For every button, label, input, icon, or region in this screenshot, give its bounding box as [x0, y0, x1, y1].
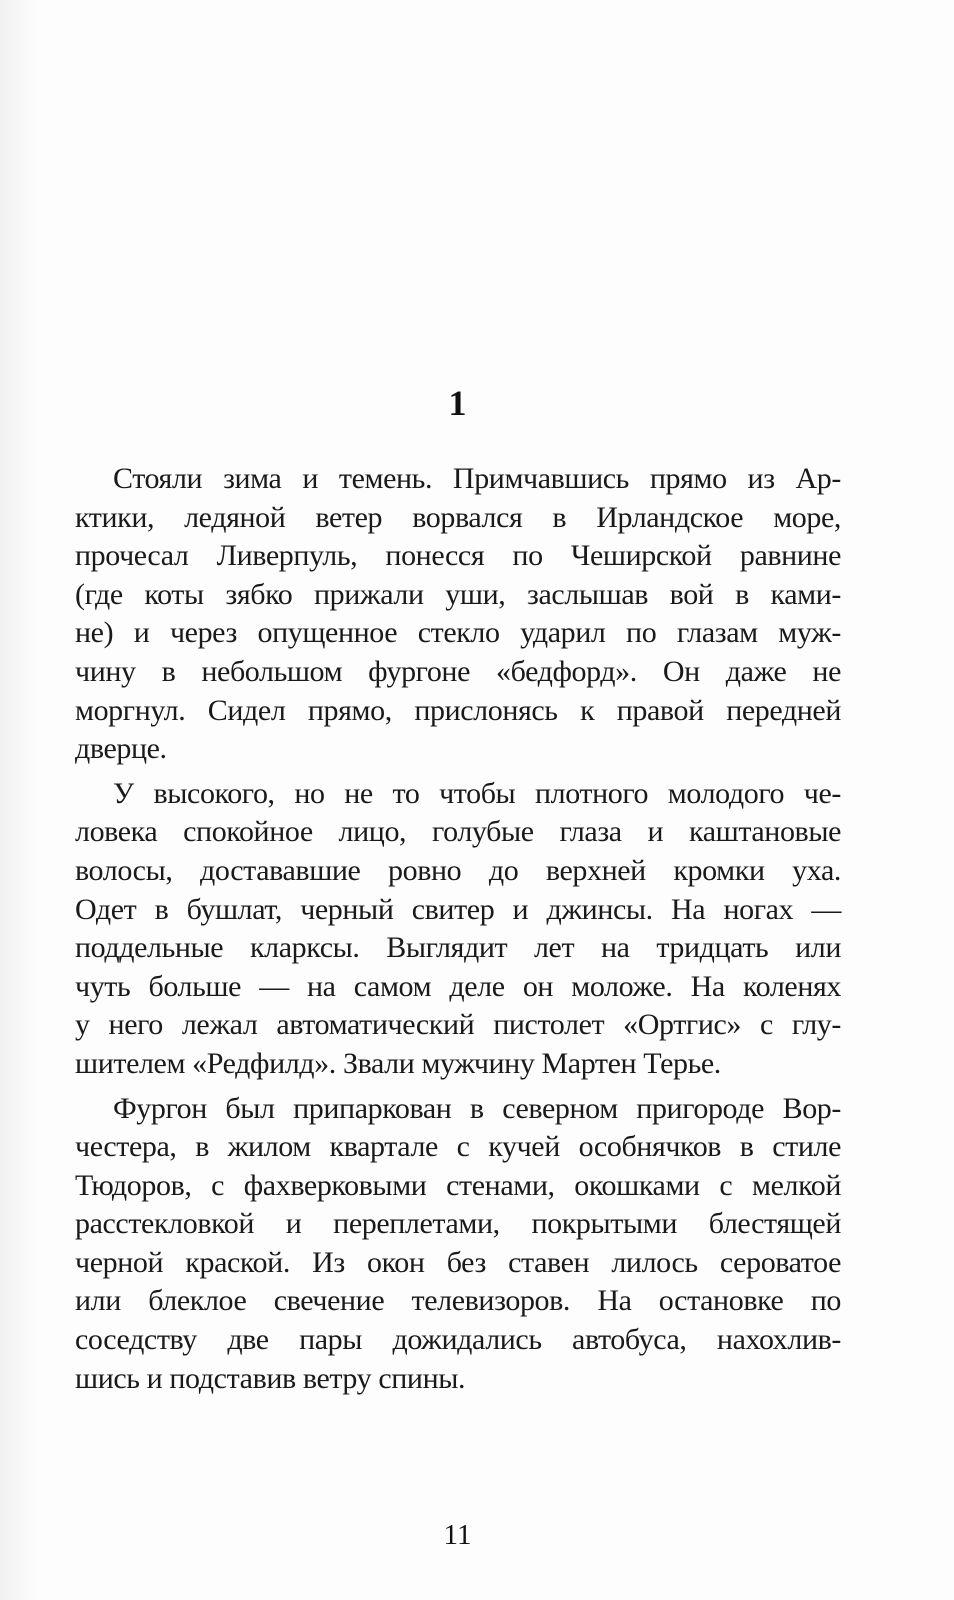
chapter-number: 1: [448, 383, 467, 423]
text-line: соседству две пары дожидались автобуса, нахохлив-: [75, 1323, 841, 1357]
page-gutter-shadow: [0, 0, 40, 1600]
text-line: чуть больше — на самом деле он моложе. На коленях: [75, 969, 841, 1003]
text-line: расстекловкой и переплетами, покрытыми блестящей: [75, 1207, 841, 1241]
text-line: поддельные кларксы. Выглядит лет на тридцать или: [75, 931, 841, 965]
chapter-body-text: [75, 460, 841, 1404]
text-line: ктики, ледяной ветер ворвался в Ирландское море,: [75, 500, 841, 534]
text-line: дверце.: [75, 732, 167, 766]
text-line: не) и через опущенное стекло ударил по глазам муж-: [75, 616, 841, 650]
text-line: шителем «Редфилд». Звали мужчину Мартен Терье.: [75, 1046, 721, 1080]
text-line: волосы, достававшие ровно до верхней кромки уха.: [75, 853, 841, 887]
text-line: Фургон был припаркован в северном пригороде Вор-: [113, 1091, 841, 1125]
text-line: Стояли зима и темень. Примчавшись прямо из Ар-: [113, 462, 841, 495]
paragraph-1: [75, 460, 841, 769]
paragraph-3: [75, 1090, 841, 1399]
text-line: У высокого, но не то чтобы плотного молодого че-: [113, 776, 841, 810]
text-line: черной краской. Из окон без ставен лилось сероватое: [75, 1245, 841, 1279]
text-line: честера, в жилом квартале с кучей особнячков в стиле: [75, 1130, 841, 1164]
text-line: (где коты зябко прижали уши, заслышав вой в ками-: [75, 577, 841, 611]
text-line: у него лежал автоматический пистолет «Ортгис» с глу-: [75, 1008, 841, 1042]
text-line: или блеклое свечение телевизоров. На остановке по: [75, 1284, 841, 1318]
text-line: ловека спокойное лицо, голубые глаза и каштановые: [75, 815, 841, 849]
text-line: Одет в бушлат, черный свитер и джинсы. На ногах —: [75, 892, 841, 926]
text-line: прочесал Ливерпуль, понесся по Чеширской равнине: [75, 539, 841, 573]
text-line: моргнул. Сидел прямо, прислонясь к правой передней: [75, 693, 841, 727]
page-number: 11: [443, 1519, 472, 1551]
paragraph-2: [75, 775, 841, 1084]
text-line: Тюдоров, с фахверковыми стенами, окошками с мелкой: [75, 1168, 841, 1202]
text-line: шись и подставив ветру спины.: [75, 1361, 466, 1395]
text-line: чину в небольшом фургоне «бедфорд». Он даже не: [75, 654, 841, 688]
